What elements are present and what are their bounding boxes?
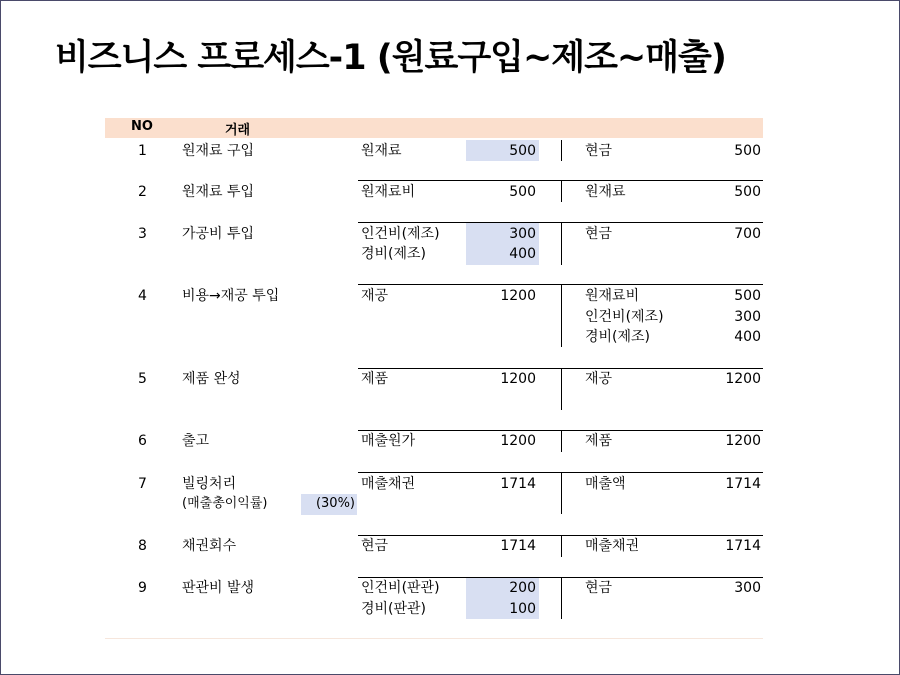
row-no: 8: [138, 538, 147, 554]
t-vline-5: [561, 369, 562, 410]
debit-amount: 300: [509, 226, 536, 242]
debit-amount: 1714: [500, 538, 536, 554]
t-vline-8: [561, 536, 562, 557]
debit-amount: 200: [509, 580, 536, 596]
credit-amount: 1200: [725, 433, 761, 449]
row-desc: 출고: [182, 433, 210, 449]
debit-account: 원재료비: [361, 184, 416, 200]
credit-amount: 1714: [725, 538, 761, 554]
row-desc: 채권회수: [182, 538, 237, 554]
credit-amount: 700: [734, 226, 761, 242]
t-vline-9: [561, 578, 562, 619]
row-desc: 제품 완성: [182, 371, 241, 387]
t-vline-7: [561, 473, 562, 514]
t-vline-2: [561, 181, 562, 202]
row-desc: 원재료 투입: [182, 184, 255, 200]
credit-account: 경비(제조): [585, 329, 651, 345]
debit-account: 매출채권: [361, 476, 416, 492]
row-desc: 원재료 구입: [182, 143, 255, 159]
debit-amount: 1714: [500, 476, 536, 492]
row-no: 5: [138, 371, 147, 387]
header-trade: 거래: [225, 123, 251, 138]
credit-amount: 300: [734, 580, 761, 596]
credit-account: 원재료비: [585, 288, 640, 304]
t-vline-3: [561, 223, 562, 265]
debit-account: 원재료: [361, 143, 402, 159]
row-desc-sub: (매출총이익률): [182, 496, 268, 511]
credit-amount: 500: [734, 184, 761, 200]
row-desc: 판관비 발생: [182, 580, 255, 596]
table-header: [105, 118, 763, 138]
row-no: 2: [138, 184, 147, 200]
debit-amount: 500: [509, 184, 536, 200]
row-desc: 빌링처리: [182, 476, 237, 492]
debit-account: 인건비(제조): [361, 226, 440, 242]
debit-amount: 1200: [500, 371, 536, 387]
row-desc: 비용→재공 투입: [182, 288, 280, 304]
debit-amount: 400: [509, 246, 536, 262]
credit-account: 인건비(제조): [585, 309, 664, 325]
credit-amount: 300: [734, 309, 761, 325]
credit-account: 매출액: [585, 476, 626, 492]
row-no: 9: [138, 580, 147, 596]
credit-account: 재공: [585, 371, 613, 387]
table-bottom-border: [105, 638, 763, 639]
credit-account: 원재료: [585, 184, 626, 200]
row-no: 3: [138, 226, 147, 242]
t-vline-6: [561, 431, 562, 452]
credit-account: 현금: [585, 580, 613, 596]
row-desc: 가공비 투입: [182, 226, 255, 242]
t-vline-1: [561, 140, 562, 161]
credit-amount: 500: [734, 288, 761, 304]
credit-account: 제품: [585, 433, 613, 449]
row-no: 4: [138, 288, 147, 304]
row-no: 7: [138, 476, 147, 492]
debit-amount: 100: [509, 601, 536, 617]
credit-account: 매출채권: [585, 538, 640, 554]
debit-amount: 1200: [500, 288, 536, 304]
credit-account: 현금: [585, 143, 613, 159]
debit-account: 현금: [361, 538, 389, 554]
debit-amount: 1200: [500, 433, 536, 449]
debit-account: 경비(판관): [361, 601, 427, 617]
debit-account: 경비(제조): [361, 246, 427, 262]
credit-amount: 400: [734, 329, 761, 345]
debit-account: 인건비(판관): [361, 580, 440, 596]
header-no: NO: [131, 119, 153, 134]
row-no: 1: [138, 143, 147, 159]
gross-margin-rate: (30%): [315, 496, 355, 511]
credit-amount: 500: [734, 143, 761, 159]
debit-account: 매출원가: [361, 433, 416, 449]
debit-account: 재공: [361, 288, 389, 304]
debit-amount: 500: [509, 143, 536, 159]
credit-amount: 1714: [725, 476, 761, 492]
row-no: 6: [138, 433, 147, 449]
debit-account: 제품: [361, 371, 389, 387]
t-vline-4: [561, 285, 562, 347]
credit-account: 현금: [585, 226, 613, 242]
slide-title: 비즈니스 프로세스-1 (원료구입~제조~매출): [55, 38, 726, 78]
credit-amount: 1200: [725, 371, 761, 387]
